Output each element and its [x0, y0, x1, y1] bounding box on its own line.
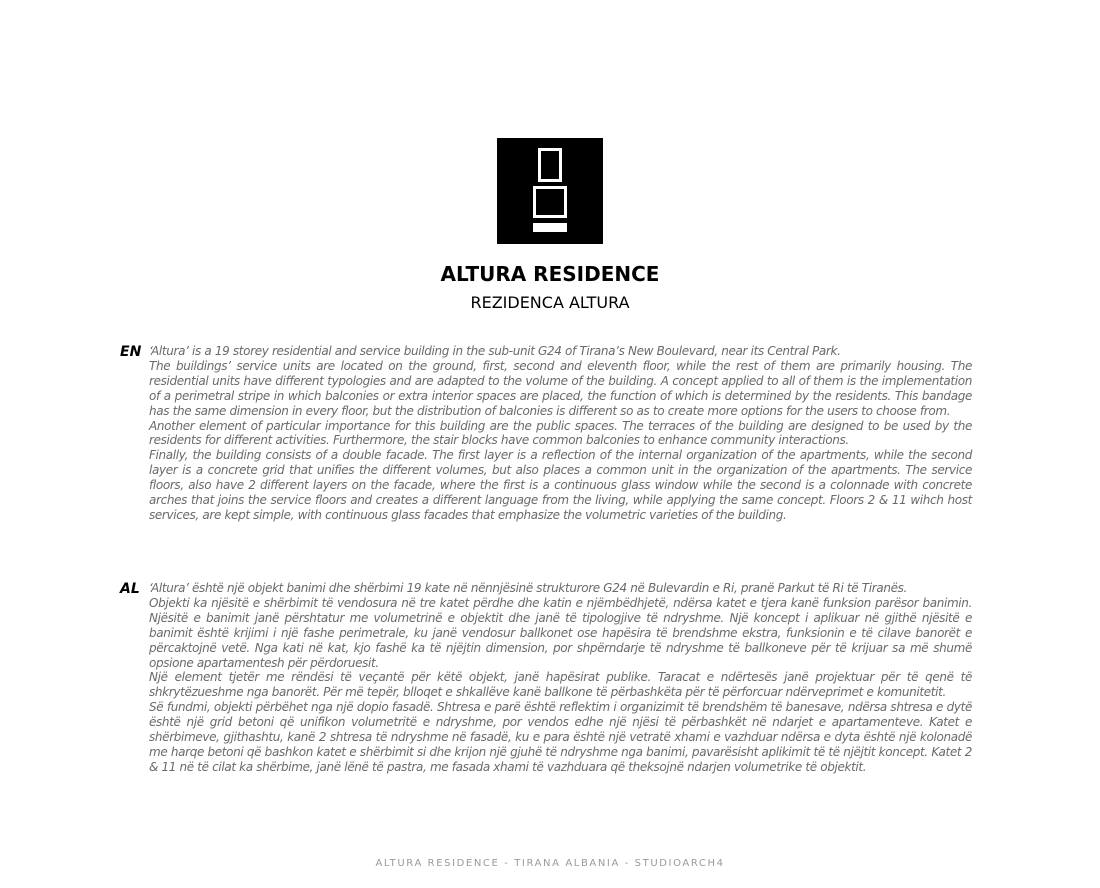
description-albanian	[149, 581, 972, 775]
paragraph: The buildings’ service units are located on the ground, first, second and eleventh floor, while the rest of them are primarily housing. The residential units have different typologies and are adapted to the volume of the building. A concept applied to all of them is the implementation of a perimetral stripe in which balconies or extra interior spaces are placed, the function of which is determined by the residents. This bandage has the same dimension in every floor, but the distribution of balconies is different so as to create more options for the users to choose from.	[149, 358, 972, 418]
section-english	[120, 344, 972, 523]
section-albanian	[120, 581, 972, 775]
page-subtitle: REZIDENCA ALTURA	[470, 293, 630, 312]
page-title: ALTURA RESIDENCE	[440, 262, 660, 286]
altura-logo-icon	[497, 138, 603, 244]
language-label-en: EN	[120, 344, 142, 360]
altura-building-logo-icon	[497, 138, 603, 244]
paragraph: Një element tjetër me rëndësi të veçantë për këtë objekt, janë hapësirat publike. Taracat e ndërtesës janë projektuar për të qenë të shkrytëzueshme nga banorët. Për më tepër, blloqet e shkallëve kanë ballkone të përbashkëta për të përforcuar ndërveprimet e komunitetit.	[149, 670, 972, 700]
paragraph: Another element of particular importance for this building are the public spaces. The terraces of the building are designed to be used by the residents for different activities. Furthermore, the stair blocks have common balconies to enhance community interactions.	[149, 418, 972, 448]
paragraph: ‘Altura’ është një objekt banimi dhe shërbimi 19 kate në nënnjësinë strukturore G24 në Bulevardin e Ri, pranë Parkut të Ri të Tiranës.	[149, 581, 907, 595]
paragraph: Së fundmi, objekti përbëhet nga një dopio fasadë. Shtresa e parë është reflektim i organizimit të brendshëm të banesave, ndërsa shtresa e dytë është një grid betoni që unifikon volumetritë e ndryshme, por vendos edhe një njësi të përbashkët në ndarjet e apartamenteve. Katet e shërbimeve, gjithashtu, kanë 2 shtresa të ndryshme në fasadë, ku e para është një vetratë xhami e vazhduar ndërsa e dyta është një kolonadë me harqe betoni që bashkon katet e shërbimit si dhe krijon një gjuhë të ndryshme nga banimi, pavarësisht aplikimit të të njëjtit koncept. Katet 2 & 11 në të cilat ka shërbime, janë lënë të pastra, me fasada xhami të vazhduara që theksojnë ndarjen volumetrike të objektit.	[149, 700, 972, 774]
paragraph: Objekti ka njësitë e shërbimit të vendosura në tre katet përdhe dhe katin e njëmbëdhjetë, ndërsa katet e tjera kanë funksion parësor banimin. Njësitë e banimit janë përshtatur me volumetrinë e objektit dhe janë të tipologjive të ndryshme. Një koncept i aplikuar në gjithë njësitë e banimit është krijimi i një fashe perimetrale, ku janë vendosur ballkonet ose hapësira të brendshme ekstra, funksionin e të cilave banorët e përcaktojnë vetë. Nga kati në kat, kjo fashë ka të njëjtin dimension, por shpërndarje të ndryshme të ballkoneve për të krijuar sa më shumë opsione apartamentesh për përdoruesit.	[149, 595, 972, 670]
paragraph: ‘Altura’ is a 19 storey residential and service building in the sub-unit G24 of Tirana’s New Boulevard, near its Central Park.	[149, 344, 841, 358]
description-english	[149, 344, 972, 523]
language-label-al: AL	[120, 581, 140, 597]
paragraph: Finally, the building consists of a double facade. The first layer is a reflection of the internal organization of the apartments, while the second layer is a concrete grid that unifies the different volumes, but also places a common unit in the organization of the apartments. The service floors, also have 2 different layers on the facade, where the first is a continuous glass window while the second is a colonnade with concrete arches that joins the service floors and creates a different language from the living, while applying the same concept. Floors 2 & 11 wihch host services, are kept simple, with continuous glass facades that emphasize the volumetric varieties of the building.	[149, 448, 972, 522]
footer-caption: ALTURA RESIDENCE - TIRANA ALBANIA - STUDIOARCH4	[375, 858, 725, 869]
